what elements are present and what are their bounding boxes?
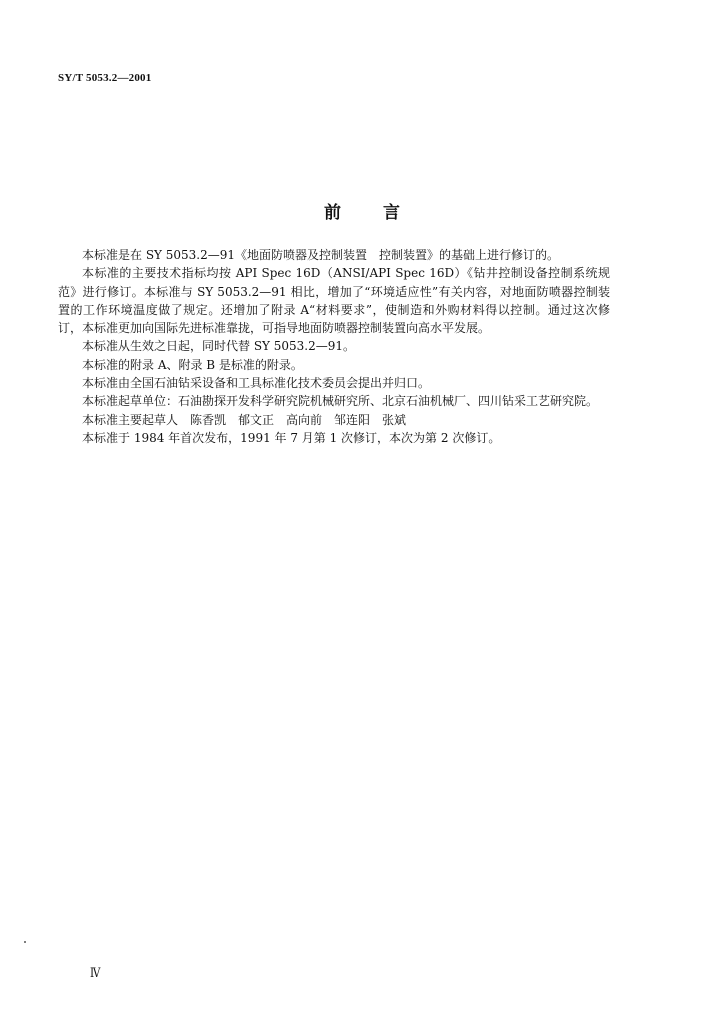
paragraph-basis: 本标准是在 SY 5053.2—91《地面防喷器及控制装置 控制装置》的基础上进行修订的。 [82, 248, 560, 262]
paragraph-technical-indicators: 本标准的主要技术指标均按 API Spec 16D（ANSI/API Spec 16D）《钻井控制设备控制系统规范》进行修订。本标准与 SY 5053.2—91 相比，增加了“环境适应性”有关内容，对地面防喷器控制装置的工作环境温度做了规定。还增加了附录 A“材料要求”，使制造和外购材料得以控制。通过这次修订，本标准更加向国际先进标准靠拢，可指导地面防喷器控制装置向高水平发展。 [58, 266, 610, 336]
paragraph-effective-date: 本标准从生效之日起，同时代替 SY 5053.2—91。 [82, 339, 356, 354]
page-number: Ⅳ [90, 965, 101, 980]
paragraph-drafting-units: 本标准起草单位：石油勘探开发科学研究院机械研究所、北京石油机械厂、四川钻采工艺研究院。 [82, 394, 599, 409]
paragraph-appendices: 本标准的附录 A、附录 B 是标准的附录。 [82, 357, 303, 372]
paragraph-drafters: 本标准主要起草人 陈香凯 郁文正 高向前 邹连阳 张斌 [82, 412, 407, 427]
paragraph-history: 本标准于 1984 年首次发布，1991 年 7 月第 1 次修订，本次为第 2 次修订。 [82, 430, 501, 445]
standard-code: SY/T 5053.2—2001 [58, 72, 152, 84]
foreword-body [58, 246, 610, 447]
scan-speck [24, 941, 26, 943]
page-title: 前言 [324, 203, 442, 223]
paragraph-proposer: 本标准由全国石油钻采设备和工具标准化技术委员会提出并归口。 [82, 376, 431, 391]
